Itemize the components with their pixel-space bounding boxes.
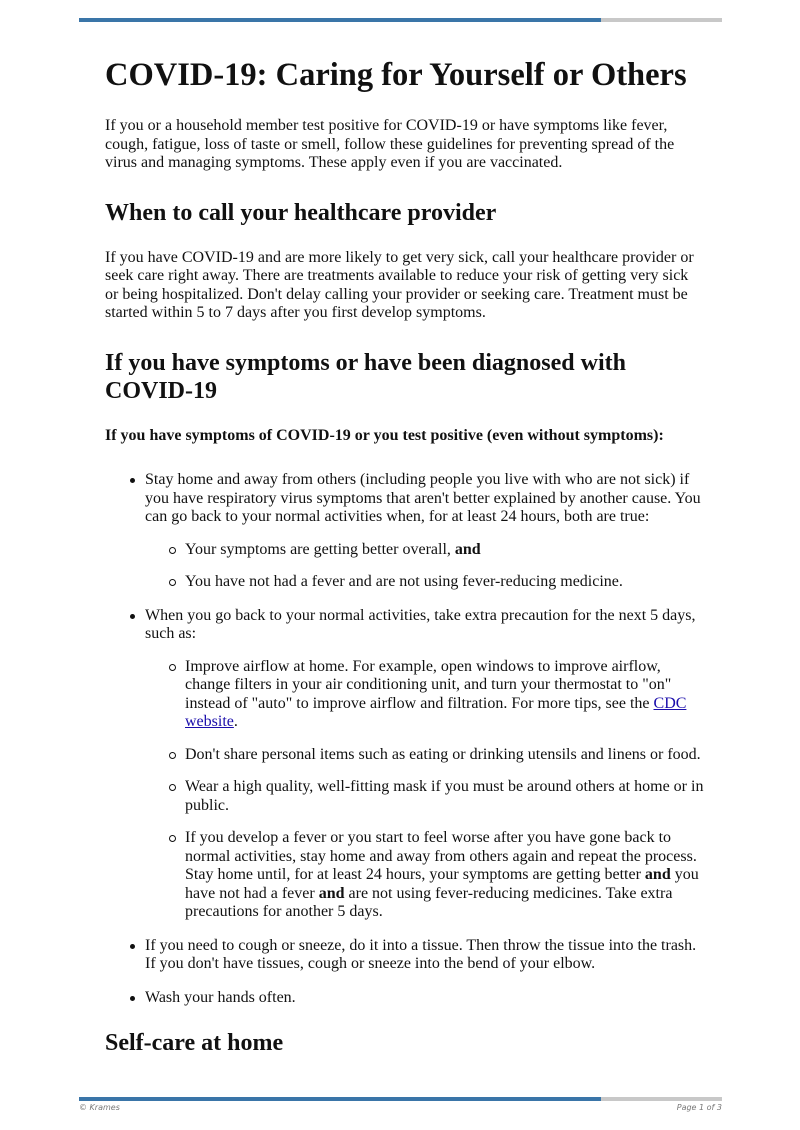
footer-page-number: Page 1 of 3 [676, 1103, 722, 1112]
call-provider-paragraph: If you have COVID-19 and are more likely to get very sick, call your healthcare provider or seek care right away. There are treatments available to reduce your risk of getting very sick or being hospitalized. Don't delay calling your provider or seeking care. Treatment must be started within 5 to 7 days after you first develop symptoms. [105, 248, 694, 321]
emphasis-and: and [644, 866, 671, 883]
sublist-item-symptoms-better [145, 541, 705, 560]
list-item-stay-home [105, 471, 705, 592]
sublist-item-text: Don't share personal items such as eating or drinking utensils and linens or food. [185, 745, 701, 763]
intro-paragraph: If you or a household member test positive for COVID-19 or have symptoms like fever, cough, fatigue, loss of taste or smell, follow these guidelines for preventing spread of the virus and managing symptoms. These apply even if you are vaccinated. [105, 117, 675, 171]
sublist-item-mask [145, 778, 705, 815]
sublist-item-text: Your symptoms are getting better overall, [185, 540, 455, 558]
symptoms-subheading [105, 427, 705, 446]
sublist-item-text: If you develop a fever or you start to feel worse after you have gone back to normal activities, stay home and away from others again and repeat the process. Stay home until, for at least 24 hours, your symptoms are getting better [185, 829, 697, 883]
section-heading-self-care: Self-care at home [105, 1030, 284, 1056]
list-item-extra-precaution [105, 607, 705, 922]
sublist-precautions [145, 658, 705, 922]
document-body [105, 55, 705, 1079]
list-item-text: Stay home and away from others (including people you live with who are not sick) if you have respiratory virus symptoms that aren't better explained by another cause. You can go back to your normal activities when, for at least 24 hours, both are true: [145, 471, 701, 525]
sublist-item-text: Wear a high quality, well-fitting mask if you must be around others at home or in public. [185, 778, 704, 814]
sublist-item-text: You have not had a fever and are not using fever-reducing medicine. [185, 573, 623, 590]
cdc-website-link[interactable]: CDC website [185, 694, 687, 730]
sublist-item-text: Improve airflow at home. For example, open windows to improve airflow, change filters in your air conditioning unit, and turn your thermostat to "on" instead of "auto" to improve airflow and filtration. For more tips, see the [185, 657, 672, 712]
sublist-item-text: you have not had a fever [185, 866, 699, 902]
footer-copyright: © Krames [79, 1103, 120, 1112]
page-title: COVID-19: Caring for Yourself or Others [105, 57, 687, 93]
section-heading-call-provider: When to call your healthcare provider [105, 199, 497, 226]
emphasis-and: and [454, 540, 481, 558]
list-item-wash-hands [105, 989, 705, 1008]
emphasis-and: and [318, 884, 345, 902]
list-item-text: If you need to cough or sneeze, do it into a tissue. Then throw the tissue into the trash. If you don't have tissues, cough or sneeze into the bend of your elbow. [145, 936, 697, 972]
sublist-item-personal-items [145, 746, 705, 765]
symptoms-list [105, 471, 705, 1007]
sublist-item-airflow [145, 658, 705, 732]
sublist-item-text: are not using fever-reducing medicines. Take extra precautions for another 5 days. [185, 884, 673, 920]
sublist-item-fever-return [145, 829, 705, 922]
symptoms-subheading-text: If you have symptoms of COVID-19 or you test positive (even without symptoms): [105, 426, 664, 444]
sublist-item-period: . [233, 713, 238, 730]
section-heading-symptoms: If you have symptoms or have been diagnosed with COVID-19 [105, 349, 626, 404]
list-item-text: When you go back to your normal activities, take extra precaution for the next 5 days, such as: [145, 606, 696, 642]
header-bar-accent [79, 18, 601, 22]
footer-bar [79, 1097, 722, 1101]
sublist-conditions [145, 541, 705, 592]
footer-bar-accent [79, 1097, 601, 1101]
list-item-cough-sneeze [105, 937, 705, 974]
header-progress-bar [79, 18, 722, 22]
list-item-text: Wash your hands often. [145, 988, 296, 1006]
sublist-item-no-fever [145, 573, 705, 592]
